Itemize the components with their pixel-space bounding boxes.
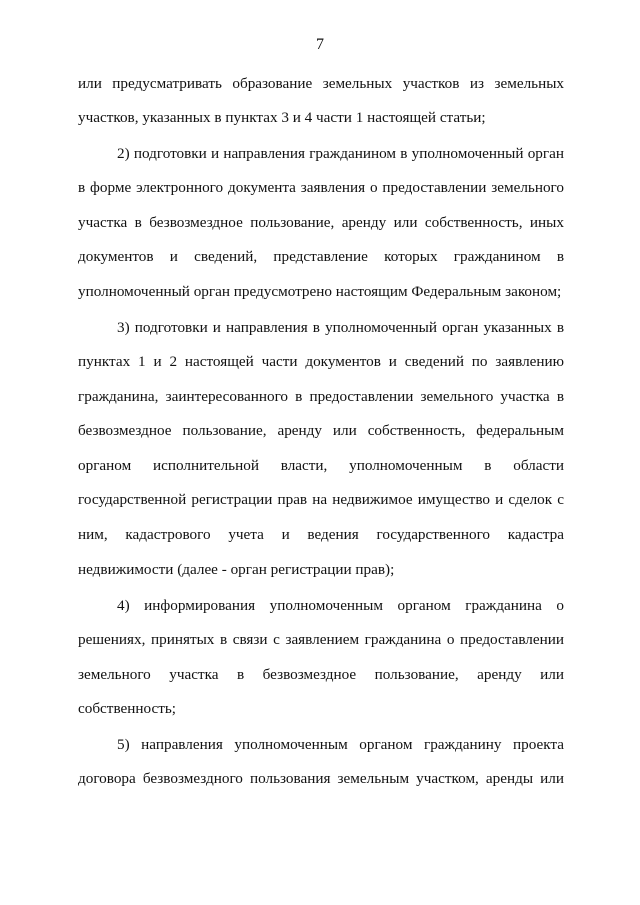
text-line: документов и сведений, представление которых гражданином в xyxy=(78,248,564,265)
text-line: гражданина, заинтересованного в предоставлении земельного участка в xyxy=(78,388,564,405)
page-number: 7 xyxy=(316,36,324,53)
text-line: пунктах 1 и 2 настоящей части документов и сведений по заявлению xyxy=(78,353,564,370)
text-line: земельного участка в безвозмездное пользование, аренду или xyxy=(78,666,564,683)
text-line: в форме электронного документа заявления о предоставлении земельного xyxy=(78,179,564,196)
text-line: или предусматривать образование земельных участков из земельных xyxy=(78,75,564,92)
text-line: 5) направления уполномоченным органом гражданину проекта xyxy=(117,736,564,753)
text-line: безвозмездное пользование, аренду или собственность, федеральным xyxy=(78,422,564,439)
text-line: собственность; xyxy=(78,700,177,717)
text-line: 3) подготовки и направления в уполномоченный орган указанных в xyxy=(117,319,564,336)
text-line: договора безвозмездного пользования земельным участком, аренды или xyxy=(78,770,564,787)
text-line: уполномоченный орган предусмотрено настоящим Федеральным законом; xyxy=(78,283,562,300)
text-line: решениях, принятых в связи с заявлением гражданина о предоставлении xyxy=(78,631,564,648)
text-line: недвижимости (далее - орган регистрации прав); xyxy=(78,561,395,578)
text-line: государственной регистрации прав на недвижимое имущество и сделок с xyxy=(78,491,564,508)
text-line: участка в безвозмездное пользование, аренду или собственность, иных xyxy=(78,214,564,231)
text-line: ним, кадастрового учета и ведения государственного кадастра xyxy=(78,526,564,543)
text-line: участков, указанных в пунктах 3 и 4 части 1 настоящей статьи; xyxy=(78,109,486,126)
text-line: 2) подготовки и направления гражданином в уполномоченный орган xyxy=(117,145,564,162)
text-line: органом исполнительной власти, уполномоченным в области xyxy=(78,457,564,474)
text-line: 4) информирования уполномоченным органом гражданина о xyxy=(117,597,564,614)
